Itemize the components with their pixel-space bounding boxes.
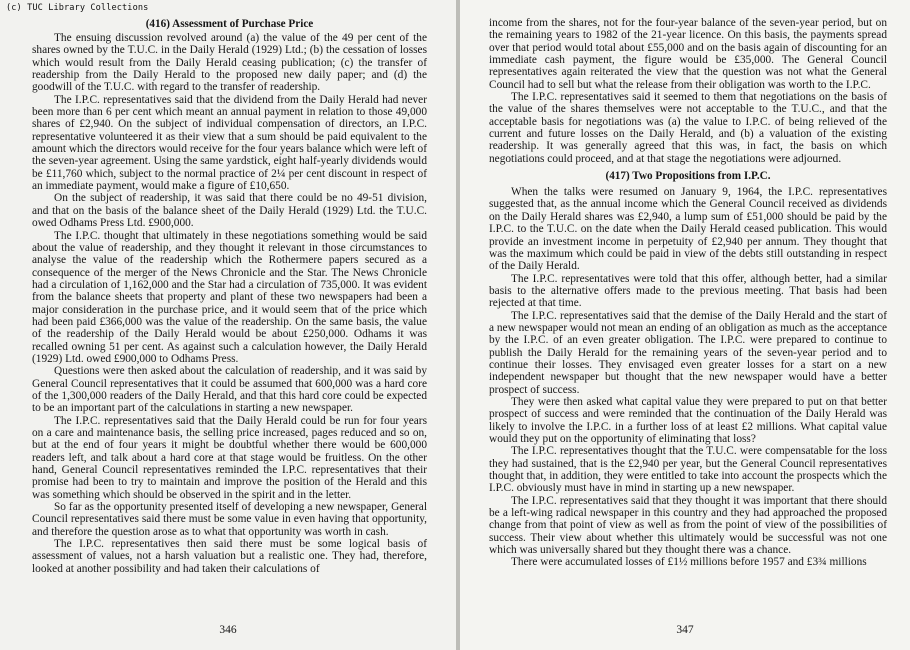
paragraph: The I.P.C. representatives thought that the T.U.C. were compensatable for the loss they had sustained, that is the £2,940 per year, but the General Council representatives thought that, in addition, they were entitled to take into account the prospects which the I.P.C. obviously must have in mind in starting up a new newspaper. bbox=[489, 445, 887, 495]
paragraph: On the subject of readership, it was said that there could be no 49-51 division, and that on the basis of the balance sheet of the Daily Herald (1929) Ltd. the T.U.C. owed Odhams Press Ltd. £900,000. bbox=[32, 192, 427, 230]
paragraph: The ensuing discussion revolved around (a) the value of the 49 per cent of the shares owned by the T.U.C. in the Daily Herald (1929) Ltd.; (b) the cessation of losses which would result from the Daily Herald ceasing publication; (c) the transfer of readership from the Daily Herald to the proposed new daily paper; and (d) the goodwill of the T.U.C. with regard to the transfer of readership. bbox=[32, 32, 427, 94]
paragraph: The I.P.C. representatives said that the dividend from the Daily Herald had never been more than 6 per cent which meant an annual payment in relation to those 49,000 shares of £2,940. On the subject of individual compensation of directors, an I.P.C. representative volunteered it as their view that a sum should be paid equivalent to the amount which the directors would receive for the four years balance which were left of the seven-year agreement. Using the same yardstick, eight half-yearly dividends would be £11,760 which, subject to the normal practice of 2¼ per cent discount in respect of an immediate payment, would make a figure of £10,650. bbox=[32, 93, 428, 193]
paragraph: The I.P.C. representatives said that the demise of the Daily Herald and the start of a new newspaper would not mean an ending of an obligation as much as the acceptance by the I.P.C. of an even greater obligation. The I.P.C. were prepared to continue to publish the Daily Herald for the remaining years of the seven-year period and to continue their losses. They envisaged even greater losses for a start on a new independent newspaper but thought that the new newspaper would have a better prospect of success. bbox=[489, 309, 887, 396]
paragraph: Questions were then asked about the calculation of readership, and it was said by General Council representatives that it could be assumed that 600,000 was a hard core of the 1,300,000 readers of the Daily Herald, and that this hard core could be expected to be an important part of the calculations in starting a new newspaper. bbox=[32, 365, 427, 415]
paragraph: They were then asked what capital value they were prepared to put on that better prospect of success and were reminded that the continuation of the Daily Herald was likely to involve the I.P.C. in a further loss of at least £2 millions. What capital value would they put on the opportunity of eliminating that loss? bbox=[489, 395, 887, 445]
continued-paragraph: income from the shares, not for the four-year balance of the seven-year period, but on the remaining years to 1982 of the 21-year licence. On this basis, the payments spread over that period would total about £55,000 and on the basis again of discounting for an immediate cash payment, the figure would be £35,000. The General Council representatives again reiterated the view that the question was not what the General Council had to sell but what the release from their obligation was worth to the I.P.C. bbox=[489, 17, 887, 91]
paragraph: The I.P.C. representatives were told that this offer, although better, had a similar basis to the alternative offers made to the previous meeting. That basis had been rejected at that time. bbox=[489, 272, 887, 310]
paragraph: So far as the opportunity presented itself of developing a new newspaper, General Council representatives said there must be some value in even having that opportunity, and therefore the question arose as to what that opportunity was worth in cash. bbox=[32, 501, 427, 538]
paragraph: The I.P.C. representatives said it seemed to them that negotiations on the basis of the value of the shares themselves were not acceptable to the T.U.C., and that the acceptable basis for negotiations was (a) the value to I.P.C. of being relieved of the current and future losses on the Daily Herald, and (b) a valuation of the existing readership. It was generally agreed that this was, in fact, the basis on which negotiations could proceed, and at that stage the negotiations were adjourned. bbox=[489, 91, 887, 165]
paragraph: The I.P.C. thought that ultimately in these negotiations something would be said about the value of readership, and they thought it relevant in those circumstances to analyse the value of the readership which the Rothermere papers secured as a consequence of the merger of the News Chronicle and the Star. The News Chronicle had a circulation of 1,162,000 and the Star had a circulation of 735,000. It was evident from the balance sheets that property and plant of these two newspapers had been a major consideration in the purchase price, and it would seem that of the price which had been paid £366,000 was the value of the readership. On the same basis, the value of the readership of the Daily Herald would be about £250,000. Odhams it was recalled owning 51 per cent. As against such a calculation however, the Daily Herald (1929) Ltd. owed £900,000 to Odhams Press. bbox=[32, 229, 427, 365]
page-number-left: 346 bbox=[219, 623, 237, 636]
copyright-watermark: (c) TUC Library Collections bbox=[6, 3, 149, 13]
paragraph: The I.P.C. representatives said that they thought it was important that there should be a left-wing radical newspaper in this country and they had approached the proposed change from that point of view as well as from the point of view of the possibilities of success. Their view about whether this ultimately would be successful was not one which was universally shared but they thought there was a chance. bbox=[489, 494, 887, 557]
right-page bbox=[460, 0, 910, 650]
page-number-right: 347 bbox=[676, 623, 694, 636]
paragraph: The I.P.C. representatives said that the Daily Herald could be run for four years on a care and maintenance basis, the selling price increased, pages reduced and so on, but at the end of four years it might be doubtful whether there would be 600,000 readers left, and talk about a hard core at that stage would be fruitless. On the other hand, General Council representatives reminded the I.P.C. representatives that their promise had been to try to maintain and improve the position of the Herald and this was something which should be observed in the spirit and in the letter. bbox=[32, 414, 427, 501]
paragraph: There were accumulated losses of £1½ millions before 1957 and £3¾ millions bbox=[511, 556, 867, 569]
paragraph: When the talks were resumed on January 9, 1964, the I.P.C. representatives suggested that, as the annual income which the General Council received as dividends on the Daily Herald shares was £2,940, a lump sum of £51,000 should be paid by the I.P.C. to the T.U.C. on the date when the Daily Herald ceased publication. This would provide an investment income in perpetuity of £2,940 per annum. They thought that was the maximum which could be paid in view of the debts still outstanding in respect of the Daily Herald. bbox=[489, 186, 887, 273]
paragraph: The I.P.C. representatives then said there must be some logical basis of assessment of values, not a harsh valuation but a realistic one. They had, therefore, looked at another possibility and had taken their calculations of bbox=[32, 538, 427, 575]
section-heading-417: (417) Two Propositions from I.P.C. bbox=[605, 170, 771, 183]
section-heading-416: (416) Assessment of Purchase Price bbox=[145, 18, 314, 30]
